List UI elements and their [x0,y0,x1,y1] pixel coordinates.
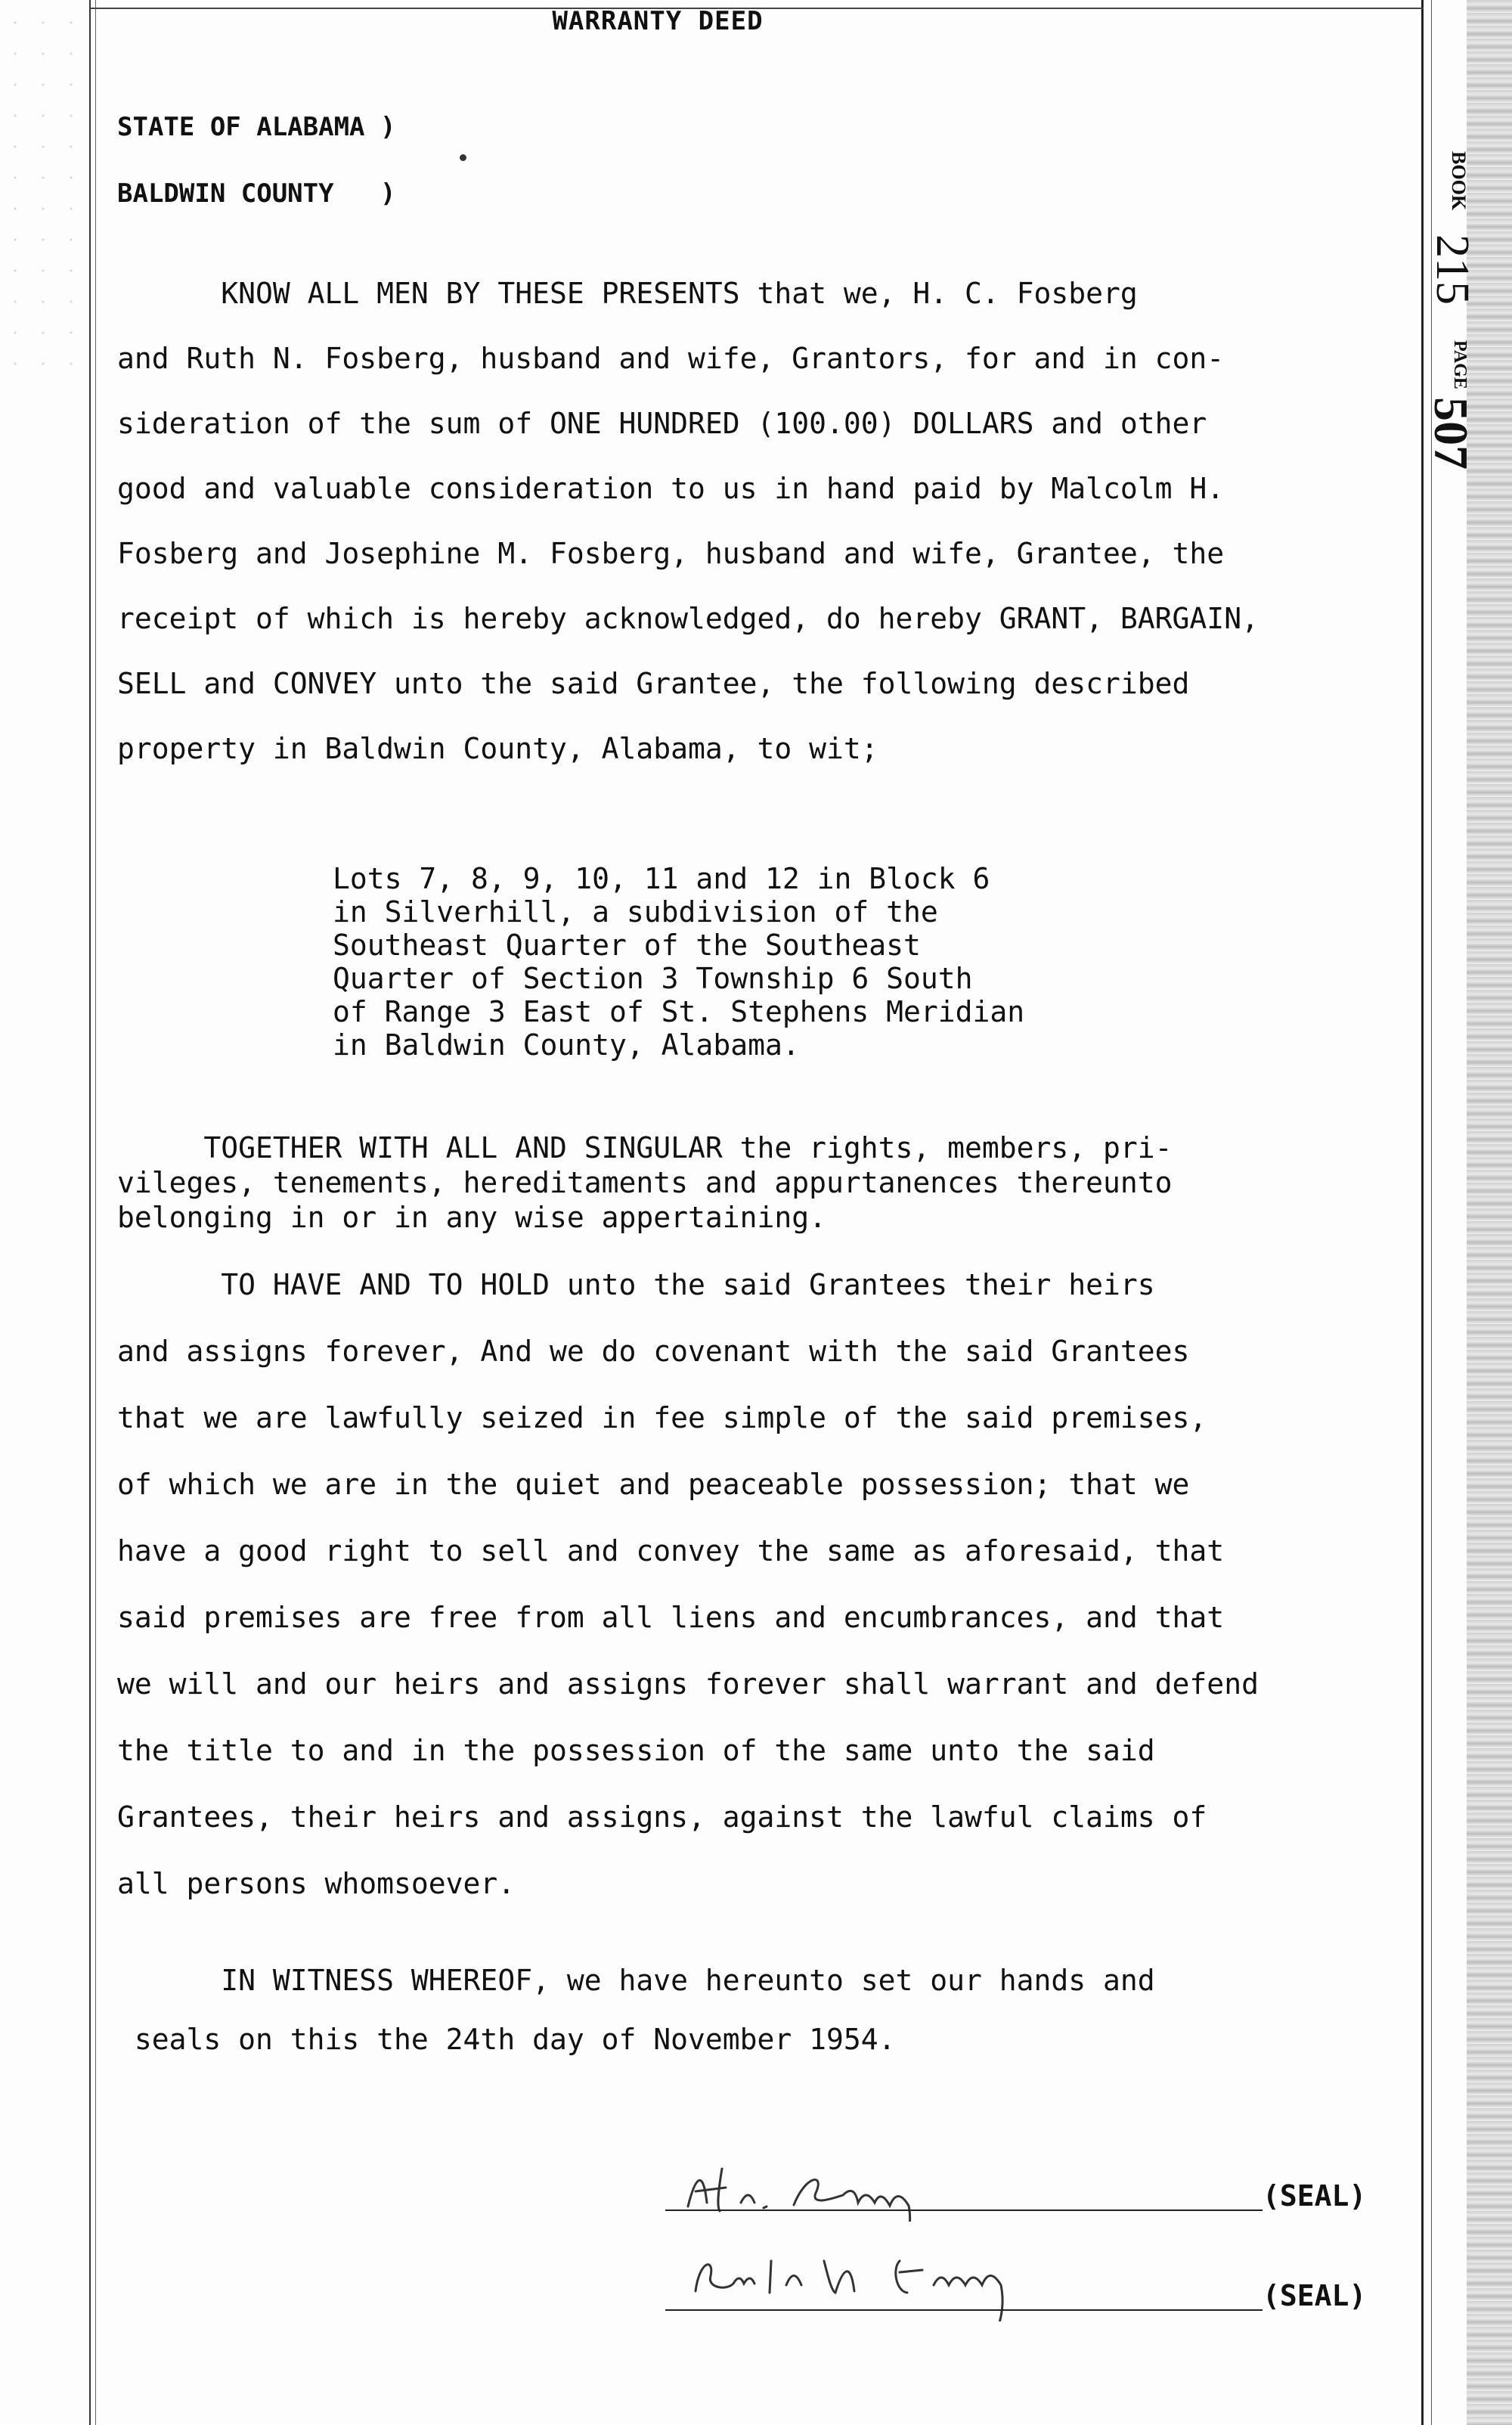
clause-line: the title to and in the possession of the same unto the said [117,1734,1155,1767]
signature-block-1 [665,2161,1391,2222]
property-line: Lots 7, 8, 9, 10, 11 and 12 in Block 6 [333,862,990,895]
clause-line: have a good right to sell and convey the same as aforesaid, that [117,1534,1225,1568]
property-line: Southeast Quarter of the Southeast [333,929,921,962]
clause-line: vileges, tenements, hereditaments and appurtanences thereunto [117,1166,1173,1199]
clause-line: belonging in or in any wise appertaining. [117,1201,826,1234]
property-line: of Range 3 East of St. Stephens Meridian [333,995,1025,1028]
granting-clause [117,261,1418,781]
clause-line: we will and our heirs and assigns forever shall warrant and defend [117,1667,1259,1701]
clause-line: of which we are in the quiet and peaceable possession; that we [117,1468,1190,1501]
handwritten-signature [673,2161,1066,2222]
book-number: 215 [1427,234,1478,305]
signature-line [665,2209,1263,2211]
clause-line: said premises are free from all liens and encumbrances, and that [117,1601,1225,1634]
right-margin-rule [1421,0,1424,2425]
clause-line: KNOW ALL MEN BY THESE PRESENTS that we, H. C. Fosberg [117,277,1138,310]
clause-line: good and valuable consideration to us in hand paid by Malcolm H. [117,472,1225,505]
caption-county: BALDWIN COUNTY ) [117,178,396,209]
clause-line: Grantees, their heirs and assigns, against the lawful claims of [117,1800,1207,1834]
document-title: WARRANTY DEED [552,6,764,36]
scan-noise [0,0,89,393]
signature-block-2 [665,2261,1391,2321]
page-number: 507 [1424,397,1478,470]
page-label: PAGE [1450,340,1470,389]
property-description [333,862,1024,1062]
clause-line: Fosberg and Josephine M. Fosberg, husband and wife, Grantee, the [117,537,1225,570]
left-margin-rule-inner [95,0,96,2425]
clause-line: IN WITNESS WHEREOF, we have hereunto set our hands and [117,1964,1155,1997]
clause-line: seals on this the 24th day of November 1954. [117,2023,896,2056]
together-clause [117,1130,1173,1235]
clause-line: TOGETHER WITH ALL AND SINGULAR the rights, members, pri- [117,1131,1173,1164]
recording-reference [1424,144,1478,492]
signature-line [665,2309,1263,2311]
property-line: Quarter of Section 3 Township 6 South [333,962,973,995]
seal-label: (SEAL) [1263,2179,1367,2213]
clause-line: and assigns forever, And we do covenant with the said Grantees [117,1335,1190,1368]
right-margin-rule-inner [1431,0,1432,2425]
property-line: in Silverhill, a subdivision of the [333,895,938,929]
clause-line: all persons whomsoever. [117,1867,516,1900]
clause-line: and Ruth N. Fosberg, husband and wife, Grantors, for and in con- [117,342,1225,375]
clause-line: TO HAVE AND TO HOLD unto the said Grantees their heirs [117,1268,1155,1301]
clause-line: receipt of which is hereby acknowledged, do hereby GRANT, BARGAIN, [117,602,1259,635]
ink-speck [460,154,466,161]
clause-line: property in Baldwin County, Alabama, to wit; [117,732,878,765]
habendum-clause [117,1251,1418,1917]
clause-line: sideration of the sum of ONE HUNDRED (100.00) DOLLARS and other [117,407,1207,440]
property-line: in Baldwin County, Alabama. [333,1028,800,1062]
seal-label: (SEAL) [1263,2279,1367,2312]
clause-line: that we are lawfully seized in fee simple of the said premises, [117,1401,1207,1434]
book-label: BOOK [1448,151,1470,211]
witness-clause [117,1951,1418,2069]
caption-state: STATE OF ALABAMA ) [117,112,396,142]
left-margin-rule [89,0,91,2425]
clause-line: SELL and CONVEY unto the said Grantee, the following described [117,667,1190,700]
